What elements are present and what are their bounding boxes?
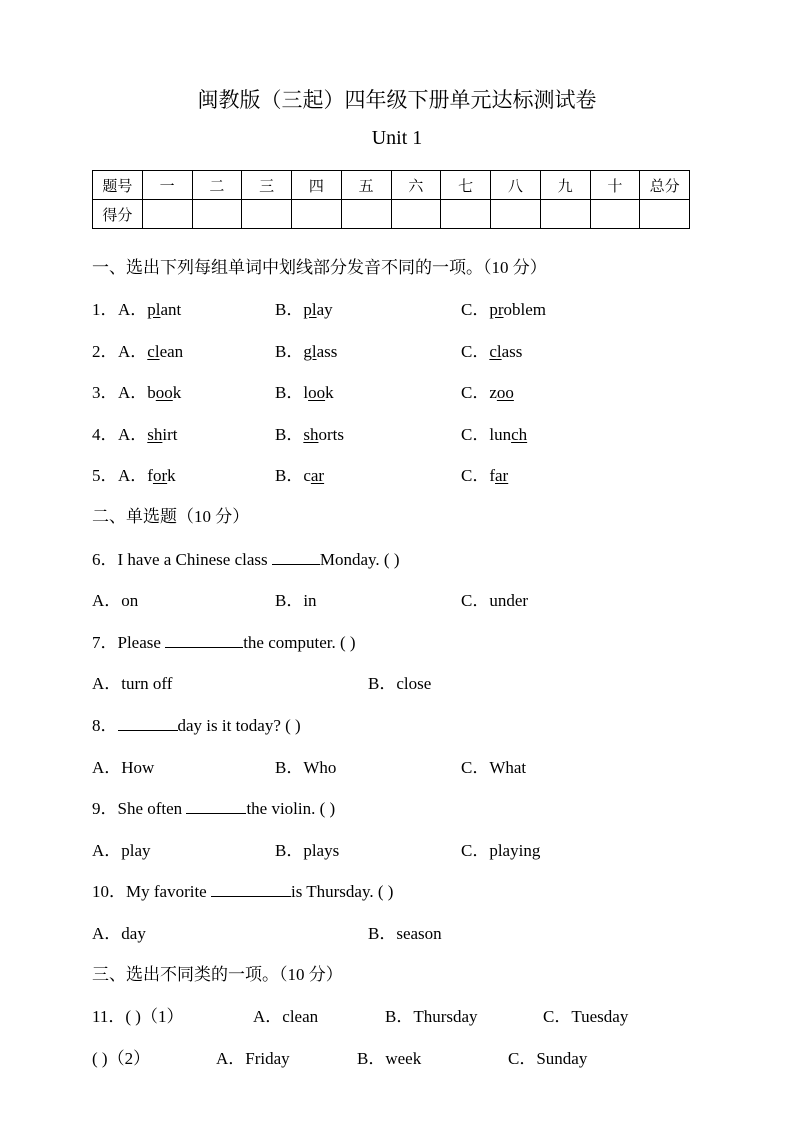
question-text: 10．My favorite is Thursday. ( )	[92, 877, 393, 902]
table-cell: 一	[142, 171, 192, 200]
score-input-row	[93, 200, 690, 229]
score-cell[interactable]	[341, 200, 391, 229]
option-b[interactable]: B．shorts	[275, 425, 344, 444]
score-cell[interactable]	[590, 200, 640, 229]
score-table	[92, 170, 690, 229]
option-a[interactable]: A．turn off	[92, 674, 173, 693]
option-a[interactable]: A．book	[118, 383, 182, 402]
option-a[interactable]: A．Friday	[216, 1049, 290, 1068]
option-b[interactable]: B．season	[368, 924, 442, 943]
question-text: 8． day is it today? ( )	[92, 711, 301, 736]
option-b[interactable]: B．Who	[275, 758, 337, 777]
option-a[interactable]: A．on	[92, 591, 139, 610]
option-c[interactable]: C．class	[461, 342, 523, 361]
score-cell[interactable]	[242, 200, 292, 229]
table-cell: 总分	[640, 171, 690, 200]
score-header-row	[93, 171, 690, 200]
score-cell[interactable]	[540, 200, 590, 229]
option-c[interactable]: C．zoo	[461, 383, 514, 402]
option-b[interactable]: B．car	[275, 466, 325, 485]
option-a[interactable]: A．clean	[253, 1007, 319, 1026]
table-cell: 五	[341, 171, 391, 200]
option-a[interactable]: A．How	[92, 758, 155, 777]
score-cell[interactable]	[192, 200, 242, 229]
option-b[interactable]: B．week	[357, 1049, 422, 1068]
option-c[interactable]: C．playing	[461, 841, 541, 860]
question-number: 3．	[92, 383, 118, 402]
table-cell: 九	[540, 171, 590, 200]
question-text: 6．I have a Chinese class Monday. ( )	[92, 545, 400, 570]
option-c[interactable]: C．lunch	[461, 425, 528, 444]
score-cell[interactable]	[491, 200, 541, 229]
option-b[interactable]: B．close	[368, 674, 432, 693]
question-number: 5．	[92, 466, 118, 485]
option-a[interactable]: A．fork	[118, 466, 176, 485]
unit-title: Unit 1	[371, 127, 423, 149]
section-2-heading: 二、单选题（10 分）	[92, 507, 250, 526]
score-cell[interactable]	[142, 200, 192, 229]
section-1-heading: 一、选出下列每组单词中划线部分发音不同的一项。（10 分）	[92, 258, 547, 277]
answer-blank[interactable]	[186, 796, 246, 814]
answer-blank[interactable]	[272, 547, 320, 565]
table-cell: 三	[242, 171, 292, 200]
answer-blank[interactable]	[165, 630, 243, 648]
option-c[interactable]: C．Sunday	[508, 1049, 588, 1068]
option-b[interactable]: B．in	[275, 591, 317, 610]
table-cell: 四	[292, 171, 342, 200]
option-c[interactable]: C．What	[461, 758, 527, 777]
score-cell[interactable]	[391, 200, 441, 229]
option-c[interactable]: C．under	[461, 591, 529, 610]
option-c[interactable]: C．far	[461, 466, 509, 485]
option-b[interactable]: B．glass	[275, 342, 338, 361]
table-cell: 七	[441, 171, 491, 200]
question-number: ( )（2）	[92, 1049, 151, 1068]
question-number: 1．	[92, 300, 118, 319]
option-b[interactable]: B．Thursday	[385, 1007, 478, 1026]
section-3-heading: 三、选出不同类的一项。（10 分）	[92, 965, 343, 984]
score-cell[interactable]	[292, 200, 342, 229]
answer-blank[interactable]	[118, 713, 178, 731]
question-text: 7．Please the computer. ( )	[92, 628, 356, 653]
table-cell: 六	[391, 171, 441, 200]
option-c[interactable]: C．problem	[461, 300, 547, 319]
answer-blank[interactable]	[211, 879, 291, 897]
score-cell[interactable]	[441, 200, 491, 229]
question-number: 2．	[92, 342, 118, 361]
question-number: 11．( )（1）	[92, 1007, 184, 1026]
option-c[interactable]: C．Tuesday	[543, 1007, 629, 1026]
page-title: 闽教版（三起）四年级下册单元达标测试卷	[197, 88, 597, 112]
table-cell: 八	[491, 171, 541, 200]
table-cell: 题号	[93, 171, 143, 200]
table-cell: 十	[590, 171, 640, 200]
option-a[interactable]: A．clean	[118, 342, 184, 361]
option-b[interactable]: B．plays	[275, 841, 340, 860]
table-cell: 得分	[93, 200, 143, 229]
option-a[interactable]: A．plant	[118, 300, 182, 319]
score-cell[interactable]	[640, 200, 690, 229]
question-number: 4．	[92, 425, 118, 444]
option-a[interactable]: A．day	[92, 924, 146, 943]
option-a[interactable]: A．play	[92, 841, 151, 860]
option-b[interactable]: B．look	[275, 383, 334, 402]
option-b[interactable]: B．play	[275, 300, 333, 319]
question-text: 9．She often the violin. ( )	[92, 794, 335, 819]
table-cell: 二	[192, 171, 242, 200]
option-a[interactable]: A．shirt	[118, 425, 178, 444]
